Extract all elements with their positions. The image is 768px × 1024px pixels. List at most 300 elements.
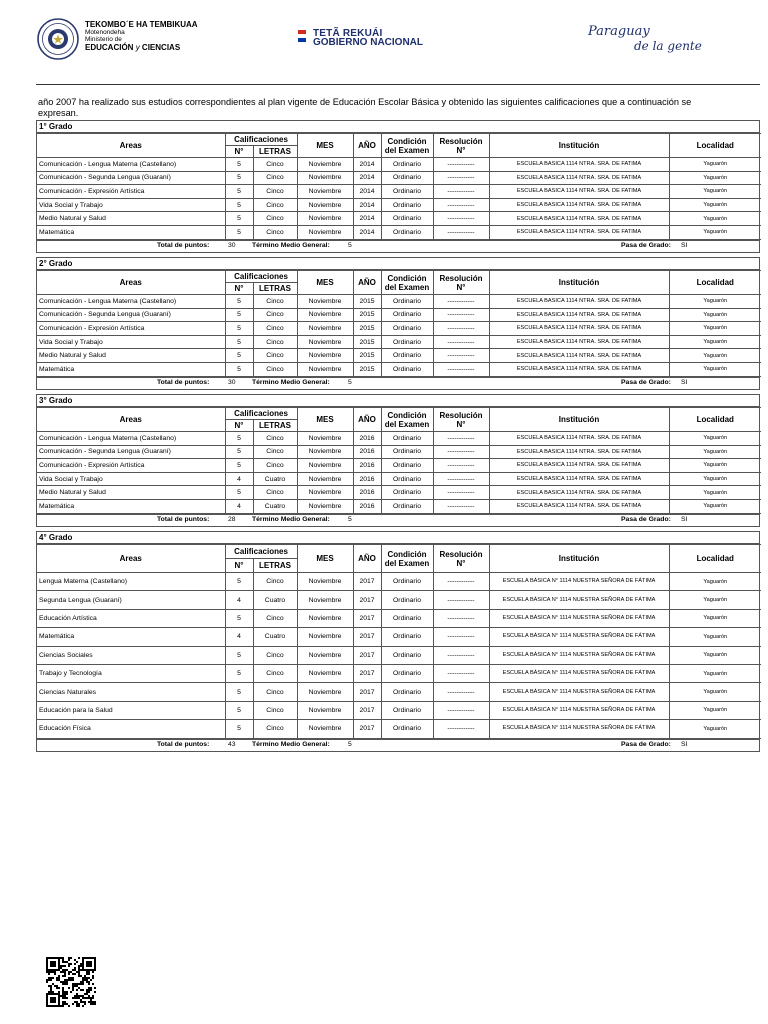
grade-number-cell: 5 (225, 432, 253, 446)
month-cell: Noviembre (297, 322, 353, 336)
institution-cell: ESCUELA BASICA 1114 NTRA. SRA. DE FATIMA (489, 225, 669, 239)
average-value: 5 (348, 515, 352, 523)
header-localidad: Localidad (669, 134, 761, 158)
institution-cell: ESCUELA BÁSICA N° 1114 NUESTRA SEÑORA DE FÁTIMA (489, 701, 669, 719)
year-cell: 2015 (353, 362, 381, 376)
locality-cell: Yaguarón (669, 628, 761, 646)
area-cell: Matemática (37, 499, 225, 513)
month-cell: Noviembre (297, 720, 353, 738)
month-cell: Noviembre (297, 335, 353, 349)
month-cell: Noviembre (297, 225, 353, 239)
total-value: 30 (228, 378, 236, 386)
grade-number-cell: 5 (225, 486, 253, 500)
pass-label: Pasa de Grado: (621, 515, 671, 523)
institution-cell: ESCUELA BASICA 1114 NTRA. SRA. DE FATIMA (489, 445, 669, 459)
table-row (37, 295, 761, 309)
header-condicion-1: Condición (387, 549, 427, 559)
grade-number-cell: 5 (225, 459, 253, 473)
grade-number-cell: 5 (225, 362, 253, 376)
resolution-cell: ------------ (433, 486, 489, 500)
header-resolucion (433, 408, 489, 432)
area-cell: Comunicación - Lengua Materna (Castellano) (37, 295, 225, 309)
year-cell: 2014 (353, 158, 381, 172)
grade-letters-cell: Cinco (253, 573, 297, 591)
average-value: 5 (348, 740, 352, 748)
locality-cell: Yaguarón (669, 609, 761, 627)
institution-cell: ESCUELA BÁSICA N° 1114 NUESTRA SEÑORA DE FÁTIMA (489, 609, 669, 627)
resolution-cell: ------------ (433, 664, 489, 682)
institution-cell: ESCUELA BÁSICA N° 1114 NUESTRA SEÑORA DE FÁTIMA (489, 646, 669, 664)
area-cell: Matemática (37, 362, 225, 376)
header-condicion-2: del Examen (384, 145, 430, 155)
header-institucion: Institución (489, 545, 669, 573)
area-cell: Educación para la Salud (37, 701, 225, 719)
month-cell: Noviembre (297, 701, 353, 719)
grade-letters-cell: Cinco (253, 198, 297, 212)
condition-cell: Ordinario (381, 185, 433, 199)
header-resolucion-2: N° (456, 419, 466, 429)
resolution-cell: ------------ (433, 158, 489, 172)
grade-letters-cell: Cinco (253, 158, 297, 172)
month-cell: Noviembre (297, 459, 353, 473)
year-cell: 2015 (353, 295, 381, 309)
resolution-cell: ------------ (433, 646, 489, 664)
header-areas: Areas (37, 408, 225, 432)
condition-cell: Ordinario (381, 499, 433, 513)
pass-value: SI (681, 515, 688, 523)
resolution-cell: ------------ (433, 445, 489, 459)
slogan-line-2: de la gente (634, 39, 702, 53)
area-cell: Comunicación - Segunda Lengua (Guaraní) (37, 308, 225, 322)
average-label: Término Medio General: (252, 515, 330, 523)
header-areas: Areas (37, 134, 225, 158)
header-areas: Areas (37, 545, 225, 573)
slogan-line-1: Paraguay (588, 24, 650, 39)
locality-cell: Yaguarón (669, 362, 761, 376)
month-cell: Noviembre (297, 499, 353, 513)
header-anio: AÑO (353, 408, 381, 432)
header-condicion-1: Condición (387, 410, 427, 420)
condition-cell: Ordinario (381, 683, 433, 701)
year-cell: 2015 (353, 349, 381, 363)
header-mes: MES (297, 408, 353, 432)
header-numero: N° (225, 420, 253, 432)
header-letras: LETRAS (253, 146, 297, 158)
area-cell: Comunicación - Segunda Lengua (Guaraní) (37, 171, 225, 185)
resolution-cell: ------------ (433, 573, 489, 591)
ministry-name-educacion: EDUCACIÓN (85, 43, 134, 52)
header-institucion: Institución (489, 134, 669, 158)
grade-number-cell: 5 (225, 335, 253, 349)
resolution-cell: ------------ (433, 198, 489, 212)
table-row (37, 212, 761, 226)
resolution-cell: ------------ (433, 171, 489, 185)
area-cell: Ciencias Naturales (37, 683, 225, 701)
year-cell: 2016 (353, 499, 381, 513)
resolution-cell: ------------ (433, 459, 489, 473)
table-row (37, 591, 761, 609)
header-resolucion-2: N° (456, 558, 466, 568)
table-row (37, 683, 761, 701)
month-cell: Noviembre (297, 349, 353, 363)
condition-cell: Ordinario (381, 628, 433, 646)
institution-cell: ESCUELA BÁSICA N° 1114 NUESTRA SEÑORA DE FÁTIMA (489, 683, 669, 701)
grade-number-cell: 4 (225, 628, 253, 646)
table-row (37, 573, 761, 591)
grade-number-cell: 5 (225, 683, 253, 701)
pass-label: Pasa de Grado: (621, 241, 671, 249)
year-cell: 2014 (353, 225, 381, 239)
month-cell: Noviembre (297, 295, 353, 309)
header-localidad: Localidad (669, 271, 761, 295)
grade-number-cell: 5 (225, 322, 253, 336)
condition-cell: Ordinario (381, 573, 433, 591)
grade-letters-cell: Cinco (253, 683, 297, 701)
total-label: Total de puntos: (157, 740, 210, 748)
header-resolucion (433, 271, 489, 295)
area-cell: Medio Natural y Salud (37, 349, 225, 363)
grades-table (37, 544, 761, 739)
grade-title: 3° Grado (37, 395, 759, 407)
month-cell: Noviembre (297, 683, 353, 701)
header-letras: LETRAS (253, 559, 297, 573)
ministry-name (85, 43, 180, 52)
grade-letters-cell: Cinco (253, 185, 297, 199)
month-cell: Noviembre (297, 171, 353, 185)
header-condicion-2: del Examen (384, 419, 430, 429)
condition-cell: Ordinario (381, 225, 433, 239)
total-label: Total de puntos: (157, 241, 210, 249)
area-cell: Medio Natural y Salud (37, 486, 225, 500)
institution-cell: ESCUELA BASICA 1114 NTRA. SRA. DE FATIMA (489, 472, 669, 486)
year-cell: 2016 (353, 459, 381, 473)
resolution-cell: ------------ (433, 185, 489, 199)
year-cell: 2016 (353, 486, 381, 500)
average-value: 5 (348, 378, 352, 386)
institution-cell: ESCUELA BASICA 1114 NTRA. SRA. DE FATIMA (489, 295, 669, 309)
resolution-cell: ------------ (433, 335, 489, 349)
document-header (0, 0, 768, 84)
year-cell: 2014 (353, 185, 381, 199)
grade-summary (37, 377, 759, 389)
year-cell: 2017 (353, 573, 381, 591)
header-resolucion-1: Resolución (439, 273, 483, 283)
header-condicion-2: del Examen (384, 282, 430, 292)
institution-cell: ESCUELA BÁSICA N° 1114 NUESTRA SEÑORA DE FÁTIMA (489, 664, 669, 682)
condition-cell: Ordinario (381, 158, 433, 172)
average-label: Término Medio General: (252, 740, 330, 748)
locality-cell: Yaguarón (669, 322, 761, 336)
area-cell: Comunicación - Lengua Materna (Castellano) (37, 432, 225, 446)
header-divider (36, 84, 760, 85)
year-cell: 2016 (353, 472, 381, 486)
institution-cell: ESCUELA BASICA 1114 NTRA. SRA. DE FATIMA (489, 171, 669, 185)
area-cell: Segunda Lengua (Guaraní) (37, 591, 225, 609)
locality-cell: Yaguarón (669, 499, 761, 513)
condition-cell: Ordinario (381, 609, 433, 627)
year-cell: 2015 (353, 335, 381, 349)
government-name-guarani: TETÃ REKUÁI (313, 28, 383, 39)
header-letras: LETRAS (253, 420, 297, 432)
grade-letters-cell: Cinco (253, 308, 297, 322)
ministry-motenondeha: Motenondeha (85, 29, 125, 36)
header-mes: MES (297, 134, 353, 158)
month-cell: Noviembre (297, 185, 353, 199)
locality-cell: Yaguarón (669, 212, 761, 226)
header-areas: Areas (37, 271, 225, 295)
header-numero: N° (225, 559, 253, 573)
header-resolucion-2: N° (456, 145, 466, 155)
table-row (37, 198, 761, 212)
table-row (37, 701, 761, 719)
area-cell: Comunicación - Expresión Artística (37, 322, 225, 336)
grade-title: 4° Grado (37, 532, 759, 544)
month-cell: Noviembre (297, 609, 353, 627)
grade-number-cell: 5 (225, 349, 253, 363)
header-resolucion-1: Resolución (439, 136, 483, 146)
year-cell: 2014 (353, 198, 381, 212)
grade-number-cell: 5 (225, 573, 253, 591)
institution-cell: ESCUELA BASICA 1114 NTRA. SRA. DE FATIMA (489, 198, 669, 212)
grade-number-cell: 5 (225, 720, 253, 738)
header-condicion-1: Condición (387, 273, 427, 283)
header-resolucion (433, 134, 489, 158)
header-resolucion-2: N° (456, 282, 466, 292)
total-label: Total de puntos: (157, 378, 210, 386)
grade-letters-cell: Cinco (253, 720, 297, 738)
year-cell: 2017 (353, 664, 381, 682)
paraguay-slogan-logo (584, 20, 734, 54)
pass-label: Pasa de Grado: (621, 740, 671, 748)
locality-cell: Yaguarón (669, 472, 761, 486)
table-row (37, 225, 761, 239)
condition-cell: Ordinario (381, 720, 433, 738)
pass-label: Pasa de Grado: (621, 378, 671, 386)
grade-letters-cell: Cinco (253, 646, 297, 664)
total-value: 43 (228, 740, 236, 748)
locality-cell: Yaguarón (669, 225, 761, 239)
year-cell: 2017 (353, 646, 381, 664)
grade-letters-cell: Cuatro (253, 499, 297, 513)
institution-cell: ESCUELA BASICA 1114 NTRA. SRA. DE FATIMA (489, 185, 669, 199)
grade-number-cell: 5 (225, 212, 253, 226)
month-cell: Noviembre (297, 646, 353, 664)
month-cell: Noviembre (297, 362, 353, 376)
header-calificaciones: Calificaciones (225, 271, 297, 283)
month-cell: Noviembre (297, 573, 353, 591)
area-cell: Trabajo y Tecnología (37, 664, 225, 682)
grades-table (37, 133, 761, 240)
area-cell: Ciencias Sociales (37, 646, 225, 664)
header-letras: LETRAS (253, 283, 297, 295)
grade-number-cell: 5 (225, 295, 253, 309)
condition-cell: Ordinario (381, 362, 433, 376)
grades-table (37, 407, 761, 514)
year-cell: 2017 (353, 609, 381, 627)
area-cell: Educación Física (37, 720, 225, 738)
area-cell: Vida Social y Trabajo (37, 335, 225, 349)
grade-number-cell: 5 (225, 308, 253, 322)
locality-cell: Yaguarón (669, 459, 761, 473)
resolution-cell: ------------ (433, 349, 489, 363)
grades-table (37, 270, 761, 377)
locality-cell: Yaguarón (669, 445, 761, 459)
table-row (37, 158, 761, 172)
grade-letters-cell: Cuatro (253, 472, 297, 486)
table-row (37, 609, 761, 627)
grade-number-cell: 5 (225, 701, 253, 719)
year-cell: 2017 (353, 701, 381, 719)
area-cell: Comunicación - Expresión Artística (37, 459, 225, 473)
table-row (37, 445, 761, 459)
flag-icon (298, 30, 306, 42)
intro-paragraph: año 2007 ha realizado sus estudios correspondientes al plan vigente de Educación Escolar Básica y obtenido las siguientes calificaciones que a continuación se expresan. (38, 97, 692, 118)
grade-letters-cell: Cuatro (253, 591, 297, 609)
condition-cell: Ordinario (381, 701, 433, 719)
qr-code-icon (46, 957, 96, 1007)
resolution-cell: ------------ (433, 591, 489, 609)
header-condicion (381, 408, 433, 432)
table-row (37, 628, 761, 646)
header-condicion-2: del Examen (384, 558, 430, 568)
area-cell: Vida Social y Trabajo (37, 198, 225, 212)
header-resolucion-1: Resolución (439, 410, 483, 420)
table-row (37, 322, 761, 336)
total-value: 28 (228, 515, 236, 523)
ministry-name-amp: y (135, 43, 140, 52)
pass-value: SI (681, 740, 688, 748)
header-calificaciones: Calificaciones (225, 408, 297, 420)
condition-cell: Ordinario (381, 445, 433, 459)
table-row (37, 472, 761, 486)
ministry-name-guarani: TEKOMBO´E HA TEMBIKUAA (85, 20, 198, 29)
table-row (37, 646, 761, 664)
table-row (37, 499, 761, 513)
grade-summary (37, 240, 759, 252)
month-cell: Noviembre (297, 628, 353, 646)
institution-cell: ESCUELA BASICA 1114 NTRA. SRA. DE FATIMA (489, 212, 669, 226)
table-row (37, 432, 761, 446)
header-localidad: Localidad (669, 545, 761, 573)
month-cell: Noviembre (297, 158, 353, 172)
locality-cell: Yaguarón (669, 573, 761, 591)
institution-cell: ESCUELA BÁSICA N° 1114 NUESTRA SEÑORA DE FÁTIMA (489, 573, 669, 591)
government-name: GOBIERNO NACIONAL (313, 37, 423, 48)
condition-cell: Ordinario (381, 591, 433, 609)
condition-cell: Ordinario (381, 295, 433, 309)
year-cell: 2014 (353, 212, 381, 226)
ministry-label: Ministerio de (85, 36, 122, 43)
month-cell: Noviembre (297, 432, 353, 446)
condition-cell: Ordinario (381, 171, 433, 185)
condition-cell: Ordinario (381, 646, 433, 664)
condition-cell: Ordinario (381, 308, 433, 322)
grade-letters-cell: Cinco (253, 295, 297, 309)
year-cell: 2017 (353, 628, 381, 646)
header-localidad: Localidad (669, 408, 761, 432)
month-cell: Noviembre (297, 212, 353, 226)
month-cell: Noviembre (297, 445, 353, 459)
condition-cell: Ordinario (381, 472, 433, 486)
institution-cell: ESCUELA BASICA 1114 NTRA. SRA. DE FATIMA (489, 335, 669, 349)
year-cell: 2017 (353, 720, 381, 738)
grade-summary (37, 514, 759, 526)
average-value: 5 (348, 241, 352, 249)
resolution-cell: ------------ (433, 362, 489, 376)
year-cell: 2017 (353, 683, 381, 701)
grade-number-cell: 5 (225, 185, 253, 199)
institution-cell: ESCUELA BASICA 1114 NTRA. SRA. DE FATIMA (489, 322, 669, 336)
condition-cell: Ordinario (381, 335, 433, 349)
grade-number-cell: 5 (225, 171, 253, 185)
resolution-cell: ------------ (433, 683, 489, 701)
grade-number-cell: 5 (225, 198, 253, 212)
table-row (37, 171, 761, 185)
header-condicion (381, 271, 433, 295)
institution-cell: ESCUELA BÁSICA N° 1114 NUESTRA SEÑORA DE FÁTIMA (489, 628, 669, 646)
total-value: 30 (228, 241, 236, 249)
condition-cell: Ordinario (381, 322, 433, 336)
institution-cell: ESCUELA BASICA 1114 NTRA. SRA. DE FATIMA (489, 432, 669, 446)
resolution-cell: ------------ (433, 609, 489, 627)
header-calificaciones: Calificaciones (225, 134, 297, 146)
grade-section (36, 531, 760, 752)
area-cell: Matemática (37, 628, 225, 646)
year-cell: 2016 (353, 432, 381, 446)
pass-value: SI (681, 241, 688, 249)
grade-letters-cell: Cinco (253, 362, 297, 376)
month-cell: Noviembre (297, 486, 353, 500)
grade-number-cell: 5 (225, 158, 253, 172)
institution-cell: ESCUELA BASICA 1114 NTRA. SRA. DE FATIMA (489, 499, 669, 513)
grade-summary (37, 739, 759, 751)
condition-cell: Ordinario (381, 459, 433, 473)
locality-cell: Yaguarón (669, 720, 761, 738)
grade-number-cell: 5 (225, 609, 253, 627)
grade-letters-cell: Cinco (253, 445, 297, 459)
institution-cell: ESCUELA BÁSICA N° 1114 NUESTRA SEÑORA DE FÁTIMA (489, 720, 669, 738)
resolution-cell: ------------ (433, 499, 489, 513)
institution-cell: ESCUELA BASICA 1114 NTRA. SRA. DE FATIMA (489, 308, 669, 322)
resolution-cell: ------------ (433, 212, 489, 226)
institution-cell: ESCUELA BÁSICA N° 1114 NUESTRA SEÑORA DE FÁTIMA (489, 591, 669, 609)
table-row (37, 486, 761, 500)
grade-section (36, 257, 760, 390)
condition-cell: Ordinario (381, 212, 433, 226)
condition-cell: Ordinario (381, 664, 433, 682)
area-cell: Matemática (37, 225, 225, 239)
locality-cell: Yaguarón (669, 185, 761, 199)
resolution-cell: ------------ (433, 432, 489, 446)
grade-letters-cell: Cinco (253, 225, 297, 239)
area-cell: Comunicación - Expresión Artística (37, 185, 225, 199)
grade-letters-cell: Cinco (253, 349, 297, 363)
grade-letters-cell: Cinco (253, 322, 297, 336)
institution-cell: ESCUELA BASICA 1114 NTRA. SRA. DE FATIMA (489, 158, 669, 172)
header-condicion (381, 134, 433, 158)
locality-cell: Yaguarón (669, 486, 761, 500)
header-resolucion (433, 545, 489, 573)
month-cell: Noviembre (297, 472, 353, 486)
header-anio: AÑO (353, 271, 381, 295)
table-row (37, 335, 761, 349)
pass-value: SI (681, 378, 688, 386)
table-row (37, 349, 761, 363)
grade-title: 2° Grado (37, 258, 759, 270)
month-cell: Noviembre (297, 591, 353, 609)
resolution-cell: ------------ (433, 225, 489, 239)
institution-cell: ESCUELA BASICA 1114 NTRA. SRA. DE FATIMA (489, 486, 669, 500)
